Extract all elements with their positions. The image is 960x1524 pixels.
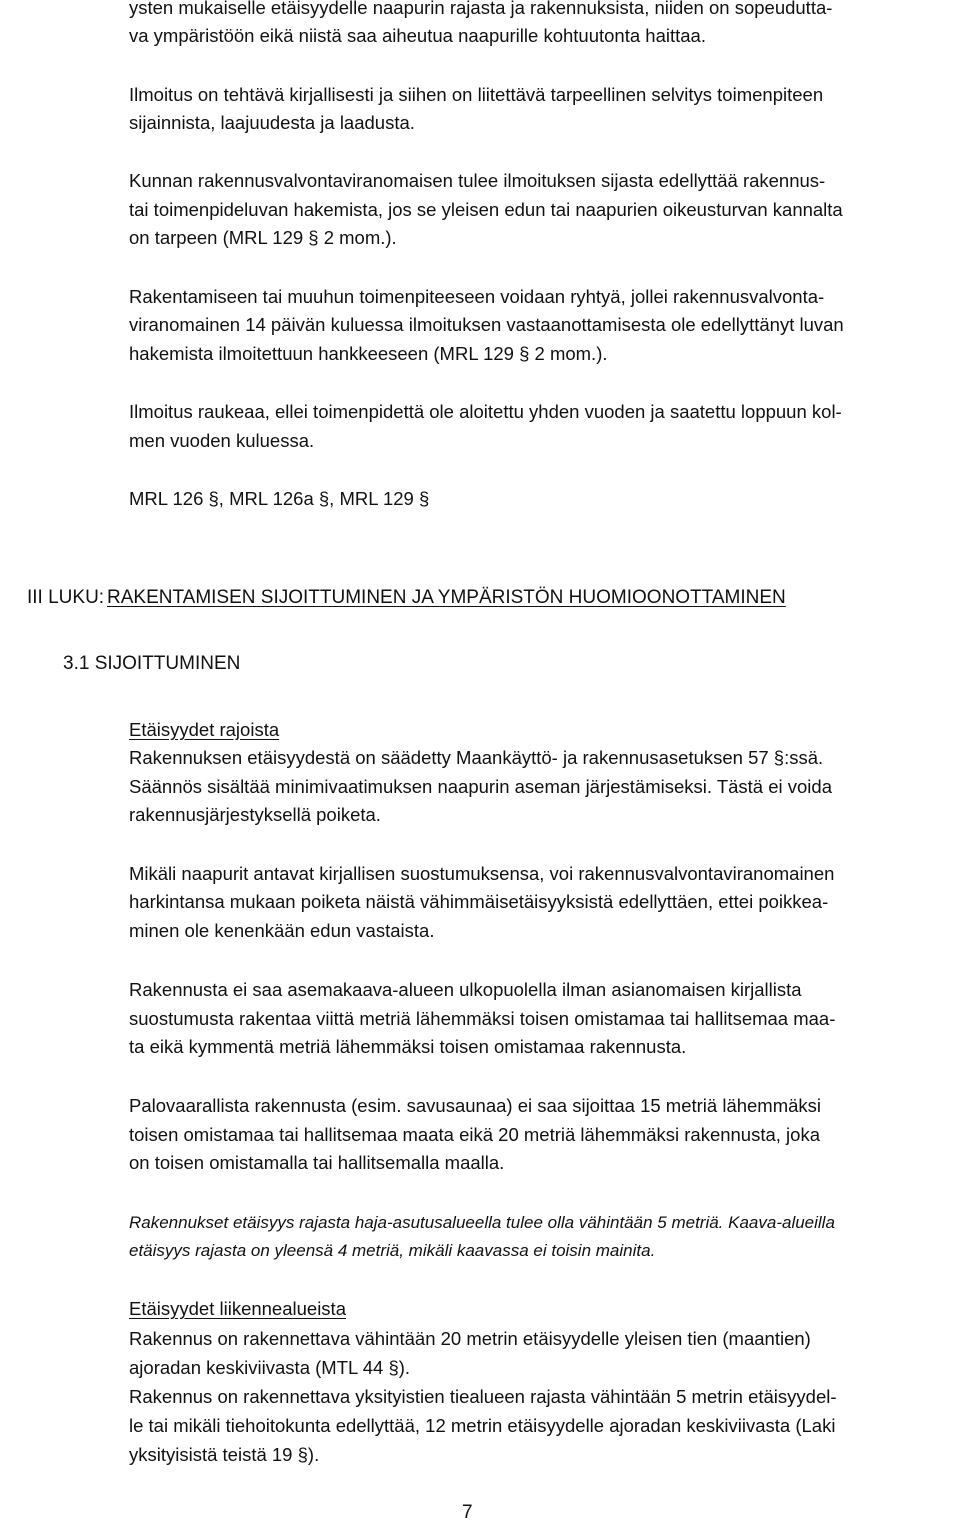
text-line: suostumusta rakentaa viittä metriä lähemmäksi toisen omistamaa tai hallitsemaa maa- bbox=[129, 1008, 836, 1029]
text-line: tai toimenpideluvan hakemista, jos se yleisen edun tai naapurien oikeusturvan kannalta bbox=[129, 199, 843, 220]
text-line: Säännös sisältää minimivaatimuksen naapurin aseman järjestämiseksi. Tästä ei voida bbox=[129, 776, 832, 797]
text-line: Rakentamiseen tai muuhun toimenpiteeseen voidaan ryhtyä, jollei rakennusvalvonta- bbox=[129, 286, 825, 307]
text-line: harkintansa mukaan poiketa näistä vähimmäisetäisyyksistä edellyttäen, ettei poikkea- bbox=[129, 891, 829, 912]
text-line: rakennusjärjestyksellä poiketa. bbox=[129, 804, 381, 825]
text-line: va ympäristöön eikä niistä saa aiheutua naapurille kohtuutonta haittaa. bbox=[129, 25, 706, 46]
chapter-label: III LUKU: bbox=[27, 587, 105, 608]
text-line: ajoradan keskiviivasta (MTL 44 §). bbox=[129, 1357, 411, 1378]
text-line: Rakennus on rakennettava vähintään 20 metrin etäisyydelle yleisen tien (maantien) bbox=[129, 1328, 811, 1349]
subheading-distances-traffic: Etäisyydet liikennealueista bbox=[129, 1298, 346, 1319]
italic-note-line: etäisyys rajasta on yleensä 4 metriä, mikäli kaavassa ei toisin mainita. bbox=[129, 1241, 656, 1260]
text-line: on tarpeen (MRL 129 § 2 mom.). bbox=[129, 227, 397, 248]
text-line: Ilmoitus on tehtävä kirjallisesti ja siihen on liitettävä tarpeellinen selvitys toimenpiteen bbox=[129, 84, 824, 105]
text-line: yksityisistä teistä 19 §). bbox=[129, 1444, 320, 1465]
page-number: 7 bbox=[462, 1502, 473, 1523]
text-line: Mikäli naapurit antavat kirjallisen suostumuksensa, voi rakennusvalvontaviranomainen bbox=[129, 863, 835, 884]
text-line: viranomainen 14 päivän kuluessa ilmoituksen vastaanottamisesta ole edellyttänyt luvan bbox=[129, 314, 844, 335]
text-line: sijainnista, laajuudesta ja laadusta. bbox=[129, 112, 415, 133]
subheading-distances-boundary: Etäisyydet rajoista bbox=[129, 719, 280, 740]
text-line: Rakennus on rakennettava yksityistien tiealueen rajasta vähintään 5 metrin etäisyydel- bbox=[129, 1386, 837, 1407]
text-line: hakemista ilmoitettuun hankkeeseen (MRL 129 § 2 mom.). bbox=[129, 343, 608, 364]
text-line: Kunnan rakennusvalvontaviranomaisen tulee ilmoituksen sijasta edellyttää rakennus- bbox=[129, 170, 826, 191]
text-line: Rakennusta ei saa asemakaava-alueen ulkopuolella ilman asianomaisen kirjallista bbox=[129, 979, 802, 1000]
text-line: Palovaarallista rakennusta (esim. savusaunaa) ei saa sijoittaa 15 metriä lähemmäksi bbox=[129, 1095, 822, 1116]
text-line: Ilmoitus raukeaa, ellei toimenpidettä ole aloitettu yhden vuoden ja saatettu loppuun kol- bbox=[129, 401, 842, 422]
italic-note-line: Rakennukset etäisyys rajasta haja-asutusalueella tulee olla vähintään 5 metriä. Kaava-alueilla bbox=[129, 1213, 835, 1232]
text-line: toisen omistamaa tai hallitsemaa maata eikä 20 metriä lähemmäksi rakennusta, joka bbox=[129, 1124, 820, 1145]
text-line: men vuoden kuluessa. bbox=[129, 430, 315, 451]
text-line: minen ole kenenkään edun vastaista. bbox=[129, 920, 435, 941]
chapter-title: RAKENTAMISEN SIJOITTUMINEN JA YMPÄRISTÖN HUOMIOONOTTAMINEN bbox=[107, 587, 786, 608]
text-line: on toisen omistamalla tai hallitsemalla maalla. bbox=[129, 1152, 505, 1173]
statute-references: MRL 126 §, MRL 126a §, MRL 129 § bbox=[129, 488, 430, 509]
section-title: 3.1 SIJOITTUMINEN bbox=[63, 653, 241, 674]
text-line: ysten mukaiselle etäisyydelle naapurin rajasta ja rakennuksista, niiden on sopeudutta- bbox=[129, 0, 833, 18]
text-line: le tai mikäli tiehoitokunta edellyttää, 12 metrin etäisyydelle ajoradan keskiviivasta (Laki bbox=[129, 1415, 836, 1436]
text-line: ta eikä kymmentä metriä lähemmäksi toisen omistamaa rakennusta. bbox=[129, 1036, 687, 1057]
text-line: Rakennuksen etäisyydestä on säädetty Maankäyttö- ja rakennusasetuksen 57 §:ssä. bbox=[129, 747, 824, 768]
